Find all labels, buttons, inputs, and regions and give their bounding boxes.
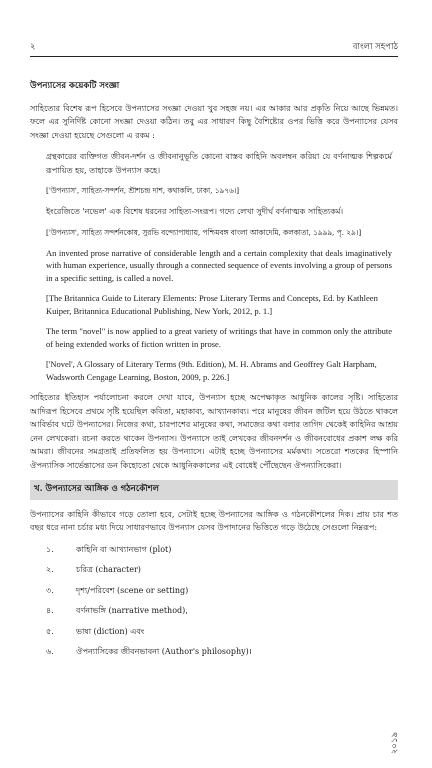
definition-quote: গ্রন্থকারের ব্যক্তিগত জীবন-দর্শন ও জীবনানুভূতি কোনো বাস্তব কাহিনি অবলম্বন করিয়া যে বর্ণনাত্মক শিল্পকর্মে রূপায়িত হয়, তাহাকে উপন্যাস কহে। <box>46 152 392 175</box>
list-item <box>46 604 398 618</box>
list-item <box>46 563 398 577</box>
elements-list <box>46 543 398 659</box>
list-item <box>46 543 398 557</box>
list-number: ৬. <box>46 647 54 656</box>
quote-source: ['উপন্যাস', সাহিত্য সন্দর্শনকোষ, সুরভি বন্দ্যোপাধ্যায়, পশ্চিমবঙ্গ বাংলা আকাদেমি, কলকাতা, ১৯৯৯, পৃ. ২৯।] <box>46 227 362 237</box>
definition-quote: An invented prose narrative of considerable length and a certain complexity that deals imaginatively with human experience, usually through a connected sequence of events involving a group of persons in a specific setting, is called a novel. <box>46 247 392 283</box>
section-heading: খ. উপন্যাসের আঙ্গিক ও গঠনকৌশল <box>30 480 398 500</box>
definition-quote: The term "novel" is now applied to a great variety of writings that have in common only the attribute of being extended works of fiction written in prose. <box>46 326 392 349</box>
quote-source: ['Novel', A Glossary of Literary Terms (9th. Edition), M. H. Abrams and Geoffrey Galt Harpham, Wadsworth Cengage Learning, Boston, 2009, p. 226.] <box>46 359 377 382</box>
list-number: ১. <box>46 544 54 554</box>
paragraph: সাহিত্যের বিশেষ রূপ হিসেবে উপন্যাসের সংজ্ঞা দেওয়া খুব সহজ নয়। এর আকার আর প্রকৃতি নিয়ে আছে ভিন্নমত। ফলে এর সুনির্দিষ্ট কোনো সংজ্ঞা দেওয়া কঠিন। তবু এর সাধারণ কিছু বৈশিষ্ট্যের ওপর ভিত্তি করে উপন্যাসের যেসব সংজ্ঞা দেওয়া হয়েছে সেগুলো এ রকম : <box>30 103 398 140</box>
page-header <box>30 40 398 56</box>
footer-page-number: ২০১৯ <box>390 732 400 755</box>
list-item <box>46 584 398 598</box>
list-text: চরিত্র (character) <box>76 565 141 574</box>
header-page-number: ২ <box>30 42 36 52</box>
definition-quote: ইংরেজিতে 'নভেল' এক বিশেষ ধরনের সাহিত্য-সংরূপ। গদ্যে লেখা সুদীর্ঘ বর্ণনাত্মক সাহিত্যকর্ম। <box>46 207 344 216</box>
list-text: বর্ণনাভঙ্গি (narrative method), <box>76 606 188 615</box>
paragraph: উপন্যাসের কাহিনি কীভাবে গড়ে তোলা হবে, সেটাই হচ্ছে উপন্যাসের আঙ্গিক ও গঠনকৌশলের দিক। প্রায় চার শত বছর ধরে নানা চর্চার মধ্য দিয়ে সাধারণভাবে উপন্যাস যেসব উপাদানের ভিত্তিতে গড়ে উঠেছে সেগুলো নিম্নরূপ: <box>30 509 398 532</box>
list-text: ভাষা (diction) এবং <box>76 626 145 636</box>
header-book-title: বাংলা সহপাঠ <box>352 42 398 52</box>
list-number: ২. <box>46 565 54 574</box>
list-item <box>46 645 398 659</box>
paragraph: সাহিত্যের ইতিহাস পর্যালোচনা করলে দেখা যাবে, উপন্যাস হচ্ছে অপেক্ষাকৃত আধুনিক কালের সৃষ্টি। সাহিত্যের আদিরূপ হিসেবে প্রথমে সৃষ্টি হয়েছিল কবিতা, মহাকাব্য, আখ্যানকাব্য। পরে মানুষের জীবন জটিল হয়ে উঠতে থাকলে আবির্ভাব ঘটে উপন্যাসের। নিজের কথা, চারপাশের মানুষের কথা, সমাজের কথা বলার তাগিদ থেকেই কাহিনির আশ্রয় নেন লেখকেরা। রচনা করতে থাকেন উপন্যাস। উপন্যাসে তাই লেখকের জীবনদর্শন ও জীবনবোধের প্রকাশ লক্ষ করি আমরা। জীবনের সমগ্রতাই প্রতিফলিত হয় উপন্যাসে। এটাই হচ্ছে উপন্যাসের মর্মকথা। সতেরো শতকের হিস্পানি ঔপন্যাসিক সার্ভেন্তাসের ডন কিহোতো থেকে আধুনিককালের এই বোধেই পৌঁছেছেন ঔপন্যাসিকেরা। <box>30 393 398 470</box>
section-heading: উপন্যাসের কয়েকটি সংজ্ঞা <box>30 81 120 91</box>
list-item <box>46 625 398 639</box>
list-text: ঔপন্যাসিকের জীবনভাবনা (Author's philosophy)। <box>76 647 252 656</box>
header-rule <box>30 56 398 57</box>
list-text: দৃশ্য/পরিবেশ (scene or setting) <box>76 585 189 595</box>
list-text: কাহিনি বা আখ্যানভাগ (plot) <box>76 544 172 554</box>
list-number: ৫. <box>46 626 54 636</box>
quote-source: [The Britannica Guide to Literary Elements: Prose Literary Terms and Concepts, Ed. by Kathleen Kuiper, Britannica Educational Publishing, New York, 2012, p. 1.] <box>46 293 378 316</box>
list-number: ৪. <box>46 606 54 615</box>
quote-source: ['উপন্যাস', সাহিত্য-সন্দর্শন, শ্রীশচন্দ্র দাশ, কথাকলি, ঢাকা, ১৯৭৬।] <box>46 186 240 195</box>
page-content <box>30 80 398 666</box>
list-number: ৩. <box>46 585 54 595</box>
